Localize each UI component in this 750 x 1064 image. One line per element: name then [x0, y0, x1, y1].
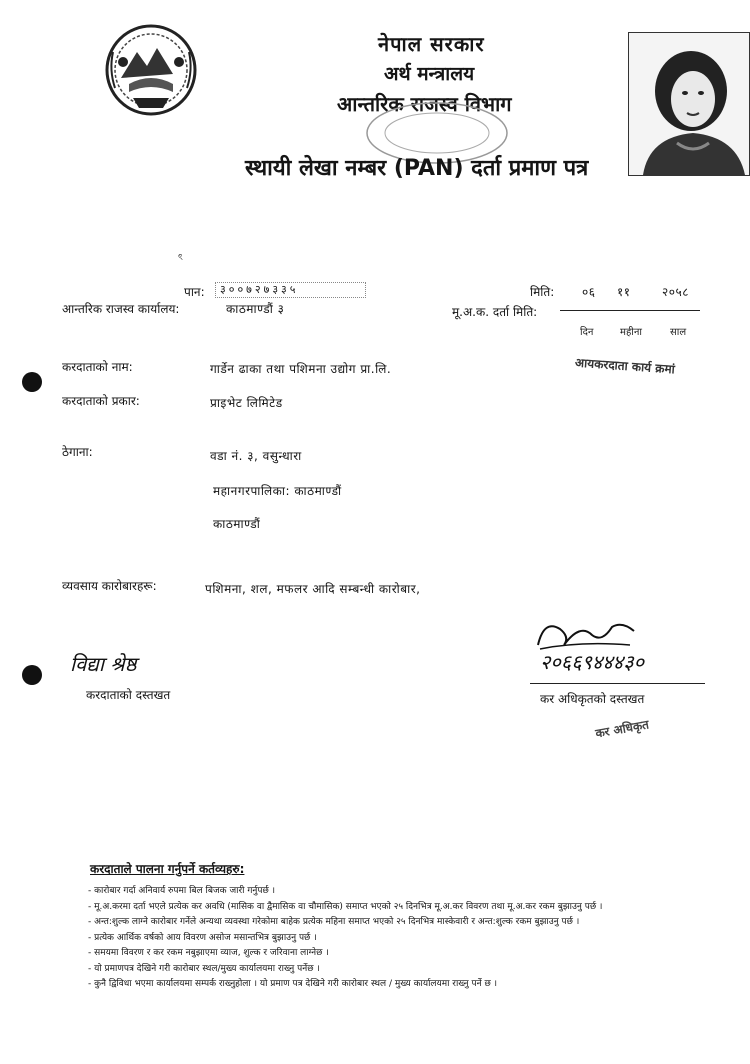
date-day: ०६ [582, 285, 596, 299]
duty-item: - कुनै द्विविधा भएमा कार्यालयमा सम्पर्क राख्नुहोला । यो प्रमाण पत्र देखिने गरी कारोबार स्थल / मुख्य कार्यालयमा राख्नु पर्ने छ । [88, 979, 498, 989]
person-portrait-icon [629, 33, 749, 175]
vat-registration-label: मू.अ.क. दर्ता मिति: [452, 305, 538, 319]
vat-registration-line [560, 310, 700, 311]
taxpayer-signature-label: करदाताको दस्तखत [86, 688, 171, 702]
taxpayer-signature: विद्या श्रेष्ठ [70, 652, 137, 676]
government-name: नेपाल सरकार [378, 32, 485, 56]
sub-label-year: साल [670, 327, 687, 338]
date-year: २०५८ [662, 285, 689, 299]
duties-list [88, 884, 602, 993]
duty-item: - यो प्रमाणपत्र देखिने गरी कारोबार स्थल/मुख्य कार्यालयमा राख्नु पर्नेछ । [88, 963, 320, 974]
taxpayer-photo [628, 32, 750, 176]
address-label: ठेगाना: [62, 445, 93, 459]
date-month: ११ [617, 285, 631, 299]
address-ward: वडा नं. ३, वसुन्धारा [210, 449, 302, 463]
taxpayer-type-label: करदाताको प्रकार: [62, 394, 140, 408]
ministry-name: अर्थ मन्त्रालय [384, 63, 475, 85]
certificate-title: स्थायी लेखा नम्बर (PAN) दर्ता प्रमाण पत्र [245, 156, 589, 181]
officer-signature-number: २०६६९४४४३० [540, 650, 644, 674]
office-value: काठमाण्डौं ३ [226, 302, 285, 316]
punch-hole [22, 372, 42, 392]
sub-label-month: महीना [620, 327, 643, 338]
address-municipality: महानगरपालिका: काठमाण्डौं [213, 484, 342, 498]
office-stamp-text: आयकरदाता कार्य क्रमां [574, 355, 676, 377]
mark: ৎ [178, 253, 183, 263]
duties-title: करदाताले पालना गर्नुपर्ने कर्तव्यहरु: [90, 862, 245, 876]
taxpayer-type: प्राइभेट लिमिटेड [210, 396, 283, 410]
date-label: मिति: [530, 285, 555, 299]
nepal-government-emblem [103, 22, 199, 120]
pan-number: ३००७२७३३५ [215, 282, 366, 298]
business-label: व्यवसाय कारोबारहरू: [62, 579, 157, 593]
duty-item: - अन्त:शुल्क लाग्ने कारोबार गर्नेले अन्यथा व्यवस्था गरेकोमा बाहेक प्रत्येक महिना समाप्त भएको २५ दिनभित्र मास्केवारी र अन्त:शुल्क रकम बुझाउनु पर्छ । [88, 917, 580, 927]
duty-item: - प्रत्येक आर्थिक वर्षको आय विवरण असोज मसान्तभित्र बुझाउनु पर्छ । [88, 932, 317, 943]
officer-signature-line [530, 683, 705, 684]
taxpayer-name-label: करदाताको नाम: [62, 360, 133, 374]
punch-hole [22, 665, 42, 685]
address-district: काठमाण्डौं [213, 517, 261, 531]
office-label: आन्तरिक राजस्व कार्यालय: [62, 302, 180, 316]
officer-signature-label: कर अधिकृतको दस्तखत [540, 692, 645, 706]
business-description: पशिमना, शल, मफलर आदि सम्बन्धी कारोबार, [205, 582, 421, 596]
sub-label-day: दिन [580, 327, 594, 338]
officer-stamp-text: कर अधिकृत [594, 717, 650, 741]
duty-item: - मू.अ.करमा दर्ता भएले प्रत्येक कर अवधि (मासिक वा द्वैमासिक वा चौमासिक) समाप्त भएको २५ दिनभित्र मू.अ.कर विवरण तथा मू.अ.कर रकम बुझाउनु पर्छ । [88, 901, 603, 912]
pan-label: पान: [184, 285, 205, 299]
taxpayer-name: गार्डेन ढाका तथा पशिमना उद्योग प्रा.लि. [210, 362, 392, 376]
department-name: आन्तरिक राजस्व विभाग [337, 92, 512, 116]
duty-item: - कारोबार गर्दा अनिवार्य रुपमा बिल बिजक जारी गर्नुपर्छ । [88, 886, 276, 896]
duty-item: - समयमा विवरण र कर रकम नबुझाएमा व्याज, शुल्क र जरिवाना लाग्नेछ । [88, 948, 329, 958]
